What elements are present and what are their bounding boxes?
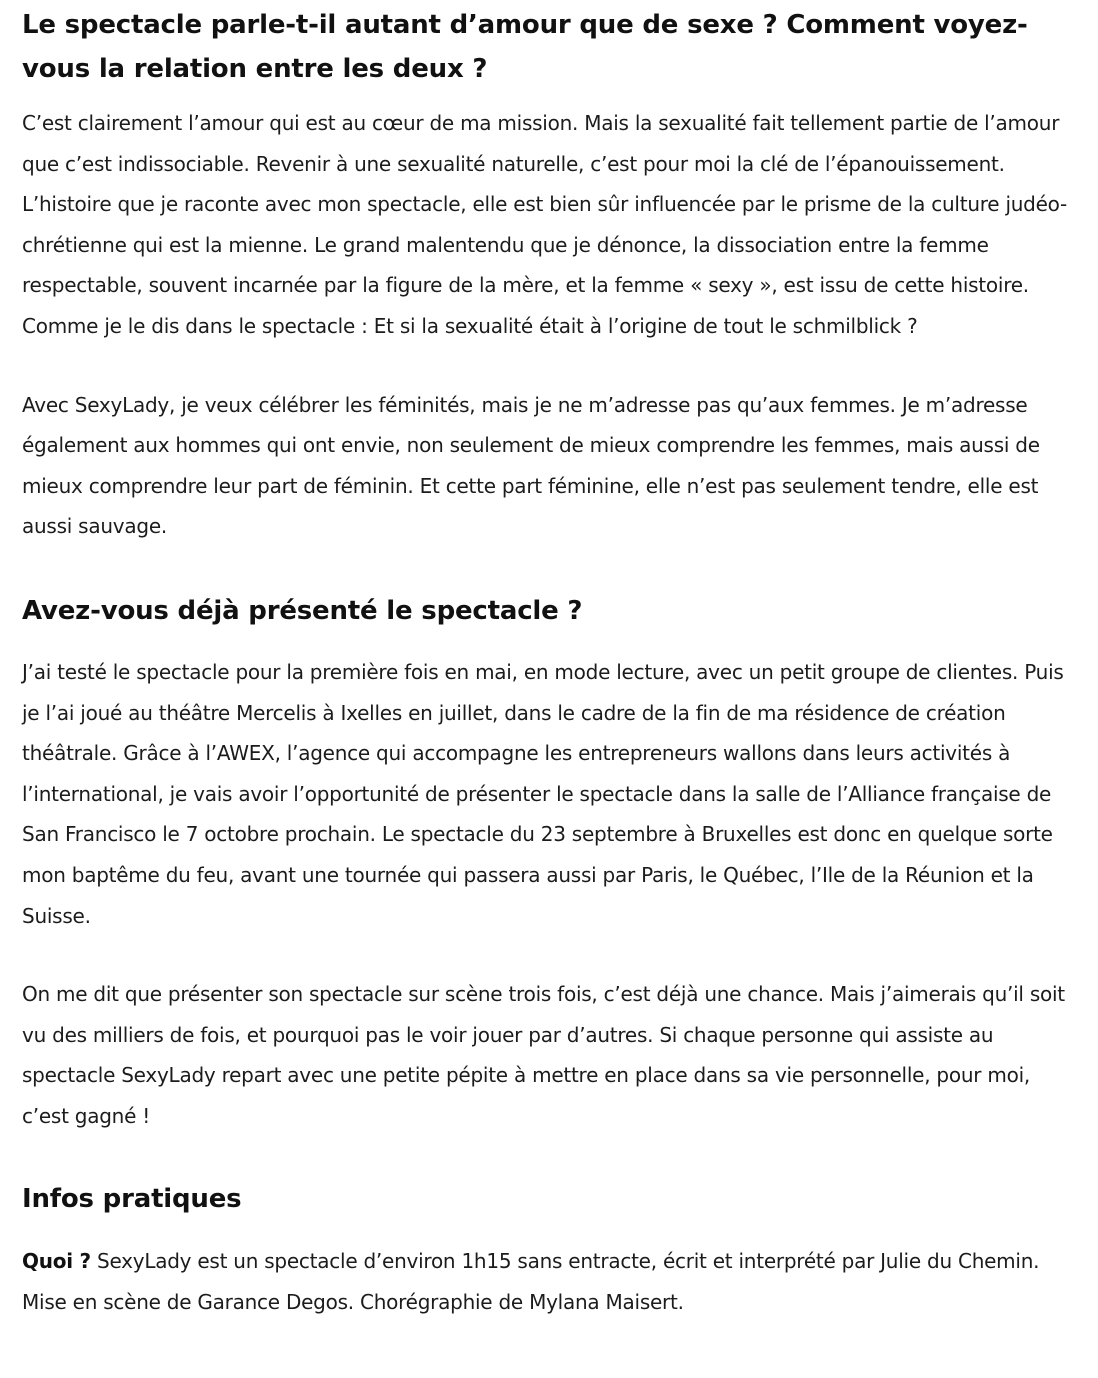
section-heading-practical-info: Infos pratiques — [22, 1184, 242, 1215]
paragraph-femininities: Avec SexyLady, je veux célébrer les féminités, mais je ne m’adresse pas qu’aux femmes. Je m’adresse également aux hommes qui ont envie, non seulement de mieux comprendre les femmes, mais aussi de mieux comprendre leur part de féminin. Et cette part féminine, elle n’est pas seulement tendre, elle est aussi sauvage. — [22, 392, 1040, 539]
section-heading-presented: Avez-vous déjà présenté le spectacle ? — [22, 595, 583, 626]
info-what-label: Quoi ? — [22, 1249, 91, 1274]
section-heading-love-and-sex: Le spectacle parle-t-il autant d’amour que de sexe ? Comment voyez-vous la relation entre les deux ? — [22, 10, 1028, 84]
paragraph-first-tests: J’ai testé le spectacle pour la première fois en mai, en mode lecture, avec un petit groupe de clientes. Puis je l’ai joué au théâtre Mercelis à Ixelles en juillet, dans le cadre de la fin de ma résidence de création théâtrale. Grâce à l’AWEX, l’agence qui accompagne les entrepreneurs wallons dans leurs activités à l’international, je vais avoir l’opportunité de présenter le spectacle dans la salle de l’Alliance française de San Francisco le 7 octobre prochain. Le spectacle du 23 septembre à Bruxelles est donc en quelque sorte mon baptême du feu, avant une tournée qui passera aussi par Paris, le Québec, l’Ile de la Réunion et la Suisse. — [22, 659, 1064, 928]
paragraph-love-mission: C’est clairement l’amour qui est au cœur de ma mission. Mais la sexualité fait tellement partie de l’amour que c’est indissociable. Revenir à une sexualité naturelle, c’est pour moi la clé de l’épanouissement. L’histoire que je raconte avec mon spectacle, elle est bien sûr influencée par le prisme de la culture judéo-chrétienne qui est la mienne. Le grand malentendu que je dénonce, la dissociation entre la femme respectable, souvent incarnée par la figure de la mère, et la femme « sexy », est issu de cette histoire. Comme je le dis dans le spectacle : Et si la sexualité était à l’origine de tout le schmilblick ? — [22, 111, 1067, 338]
info-what-text: SexyLady est un spectacle d’environ 1h15 sans entracte, écrit et interprété par Julie du Chemin. Mise en scène de Garance Degos. Chorégraphie de Mylana Maisert. — [22, 1249, 1040, 1315]
info-what — [22, 1241, 1072, 1322]
paragraph-thousands-of-times: On me dit que présenter son spectacle sur scène trois fois, c’est déjà une chance. Mais j’aimerais qu’il soit vu des milliers de fois, et pourquoi pas le voir jouer par d’autres. Si chaque personne qui assiste au spectacle SexyLady repart avec une petite pépite à mettre en place dans sa vie personnelle, pour moi, c’est gagné ! — [22, 982, 1065, 1128]
